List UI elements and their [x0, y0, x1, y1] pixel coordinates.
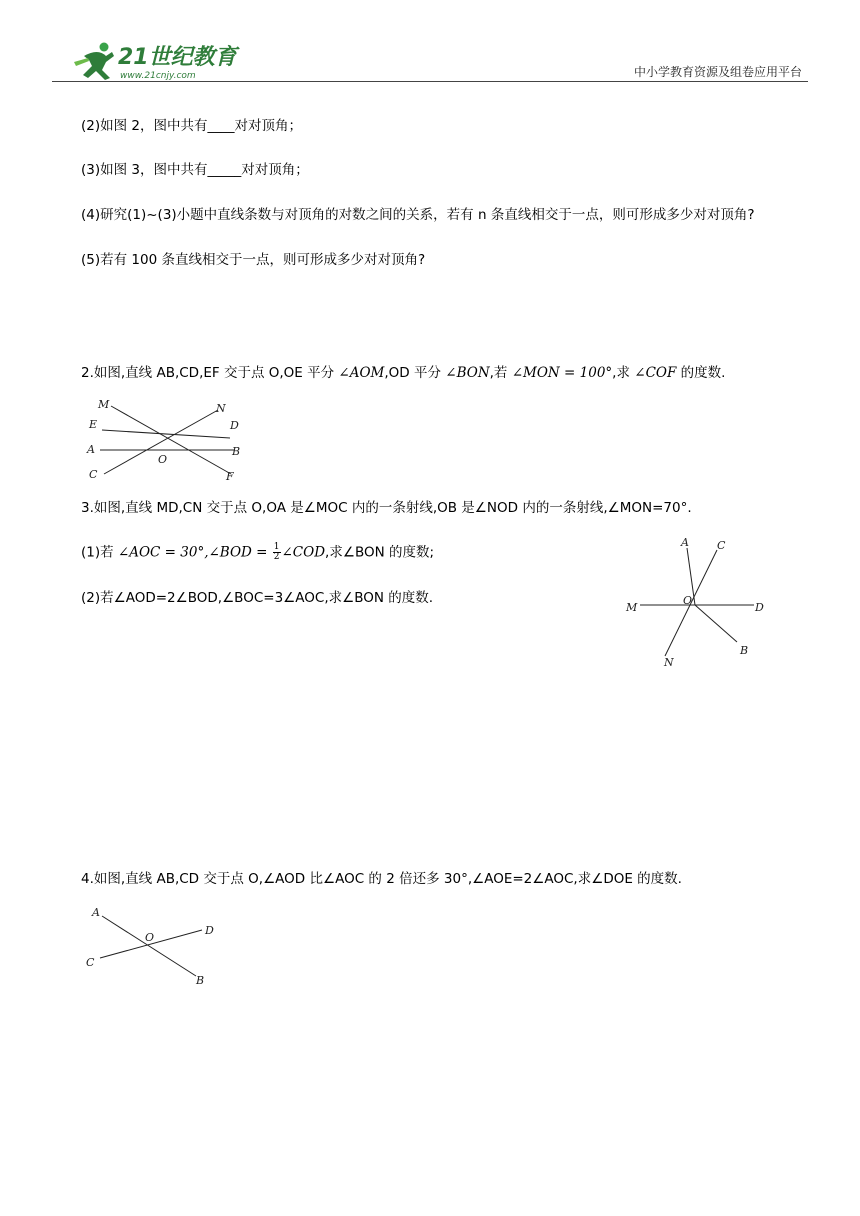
q1-part2: (2)如图 2，图中共有____对对顶角；: [81, 118, 303, 134]
platform-title: 中小学教育资源及组卷应用平台: [633, 65, 802, 79]
q3-p1-math1: ∠AOC = 30°,∠BOD =: [117, 544, 272, 561]
q1-part5: (5)若有 100 条直线相交于一点，则可形成多少对对顶角?: [81, 252, 426, 268]
label-a: A: [92, 906, 100, 919]
q2-text-c: ,若: [489, 365, 512, 381]
q2-stem: [81, 364, 725, 382]
q3-p1-math2: ∠COD: [281, 544, 326, 561]
q4-figure: [84, 900, 224, 992]
q2-figure: [84, 394, 244, 484]
label-a: A: [681, 536, 689, 549]
label-e: E: [89, 418, 98, 431]
label-o: O: [683, 594, 693, 607]
label-d: D: [205, 924, 214, 937]
q2-text-d: ,求: [612, 365, 635, 381]
label-n: N: [216, 402, 226, 415]
q2-angle-bon: ∠BON: [445, 365, 490, 381]
q2-text-e: 的度数.: [676, 365, 726, 381]
label-c: C: [717, 539, 726, 552]
line-mf: [111, 406, 231, 474]
logo-text: 21世纪教育: [118, 45, 237, 70]
q2-text-a: 2.如图,直线 AB,CD,EF 交于点 O,OE 平分: [81, 365, 339, 381]
ray-ob: [695, 605, 737, 642]
header-divider: [52, 81, 808, 82]
label-b: B: [232, 445, 241, 458]
logo-url: www.21cnjy.com: [120, 71, 196, 81]
label-c: C: [86, 956, 95, 969]
label-m: M: [626, 601, 638, 614]
label-o: O: [145, 931, 155, 944]
q3-figure: [620, 532, 780, 672]
label-o: O: [158, 453, 168, 466]
q2-angle-cof: ∠COF: [634, 365, 677, 381]
q3-part1: [81, 543, 434, 562]
site-logo: [62, 38, 282, 82]
q3-part2: (2)若∠AOD=2∠BOD,∠BOC=3∠AOC,求∠BON 的度数.: [81, 590, 434, 606]
label-b: B: [196, 974, 205, 987]
q3-p1-text-a: (1)若: [81, 544, 118, 561]
q2-angle-mon: ∠MON = 100°: [511, 365, 613, 381]
q2-text-b: ,OD 平分: [384, 365, 446, 381]
q1-part4: (4)研究(1)~(3)小题中直线条数与对顶角的对数之间的关系，若有 n 条直线相交于一点，则可形成多少对对顶角?: [81, 207, 755, 223]
runner-icon: [74, 43, 114, 81]
q3-p1-text-b: ,求∠BON 的度数;: [325, 544, 435, 561]
fraction-numerator: 1: [273, 542, 280, 552]
label-d: D: [230, 419, 239, 432]
label-n: N: [664, 656, 674, 669]
label-m: M: [98, 398, 110, 411]
label-f: F: [226, 470, 234, 483]
line-ab: [102, 916, 196, 976]
q4-stem: 4.如图,直线 AB,CD 交于点 O,∠AOD 比∠AOC 的 2 倍还多 30°,∠AOE=2∠AOC,求∠DOE 的度数.: [81, 871, 682, 887]
label-c: C: [89, 468, 98, 481]
fraction-denominator: 2: [273, 552, 280, 562]
q2-angle-aom: ∠AOM: [338, 365, 385, 381]
q3-stem: 3.如图,直线 MD,CN 交于点 O,OA 是∠MOC 内的一条射线,OB 是∠NOD 内的一条射线,∠MON=70°.: [81, 500, 692, 516]
page-header: [52, 38, 808, 82]
label-a: A: [87, 443, 95, 456]
q1-part3: (3)如图 3，图中共有_____对对顶角；: [81, 162, 309, 178]
q3-fraction: [273, 543, 281, 562]
label-b: B: [740, 644, 749, 657]
label-d: D: [755, 601, 764, 614]
